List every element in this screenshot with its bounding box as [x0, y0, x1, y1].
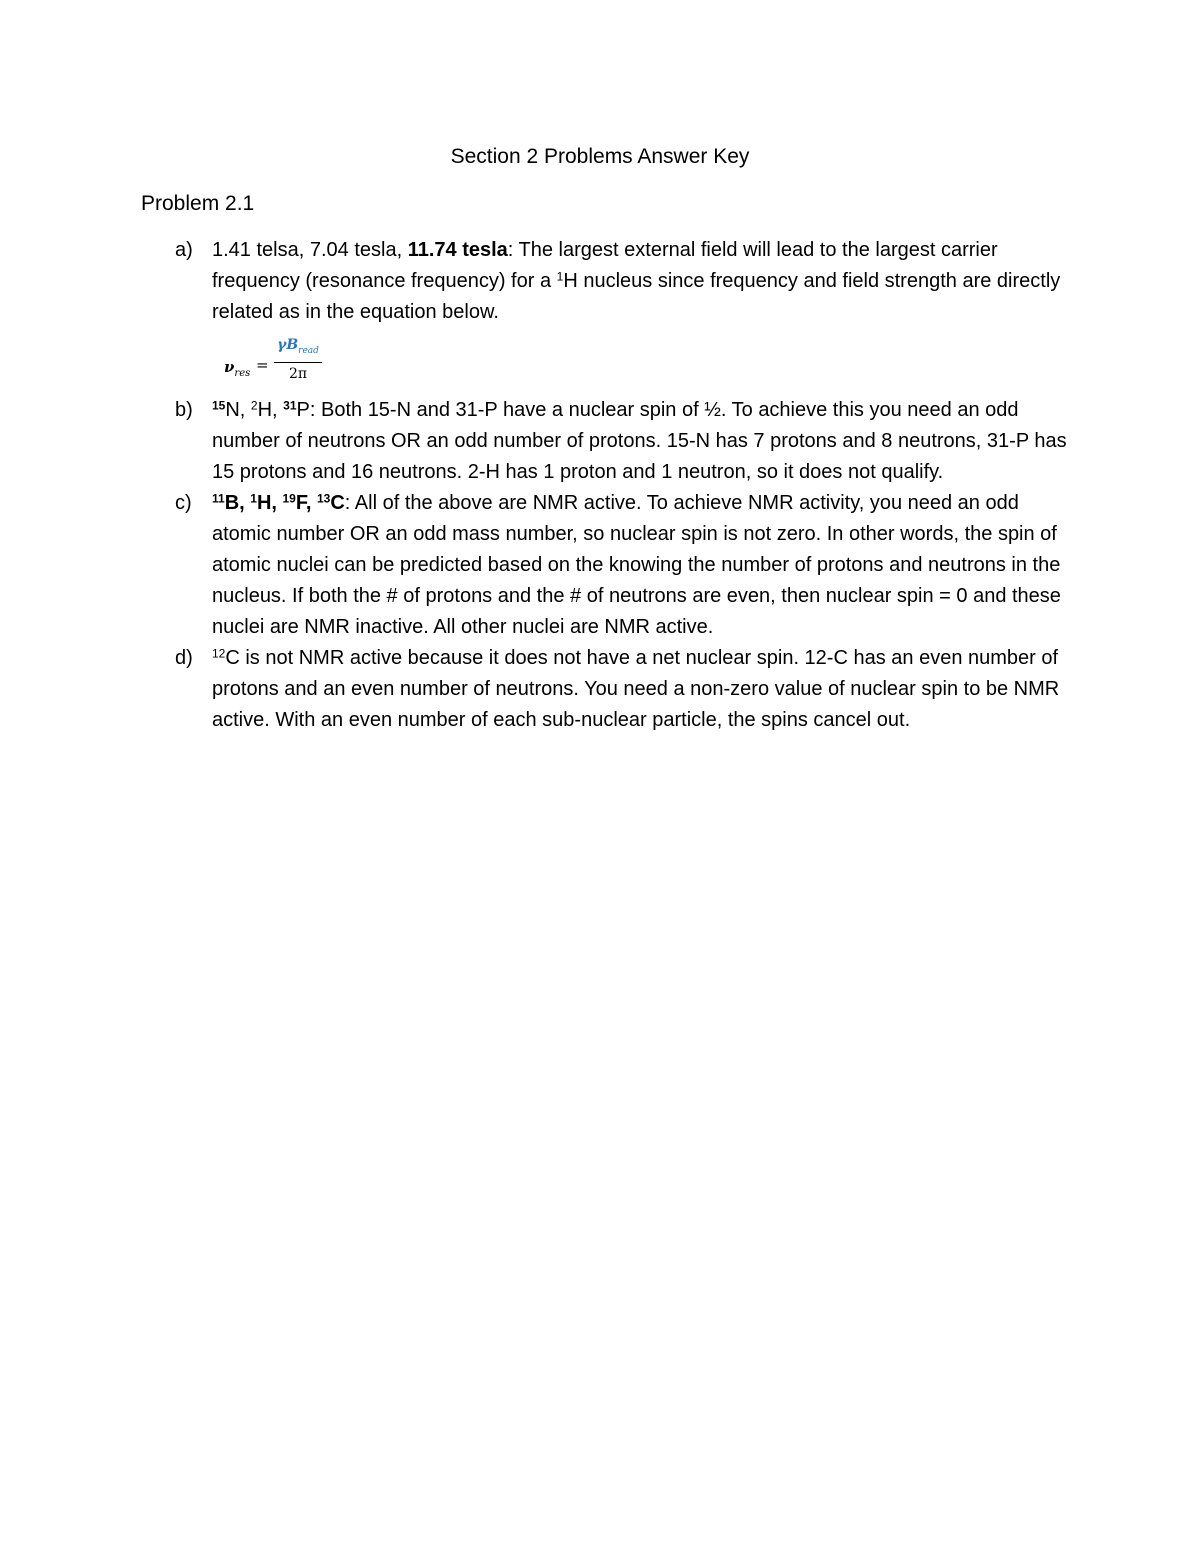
isotope-mass-31: 31 [283, 398, 297, 413]
isotope-mass-2: 2 [250, 398, 258, 413]
answer-c-text: : All of the above are NMR active. To achieve NMR activity, you need an odd atomic number OR an odd mass number, so nuclear spin is not zero. In other words, the spin of atomic nuclei can be predicted based on the knowing the number of protons and neutrons in the nucleus. If both the # of protons and the # of neutrons are even, then nuclear spin = 0 and these nuclei are NMR inactive. All other nuclei are NMR active. [212, 492, 1061, 638]
isotope-mass-15: 15 [212, 398, 226, 413]
answer-a-superscript: 1 [556, 269, 564, 284]
equation-denominator: 2π [288, 365, 308, 382]
answer-a-highlighted-value: 11.74 tesla [407, 239, 508, 261]
answer-d-text: C is not NMR active because it does not have a net nuclear spin. 12-C has an even number of protons and an even number of neutrons. You need a non-zero value of nuclear spin to be NMR active. With an even number of each sub-nuclear particle, the spins cancel out. [212, 647, 1060, 731]
isotope-mass-19: 19 [282, 491, 296, 506]
isotope-h-1: H, [256, 492, 283, 514]
problem-heading: Problem 2.1 [141, 192, 255, 215]
answer-item-b [175, 395, 1075, 488]
answer-marker-d: d) [175, 647, 193, 669]
answer-item-d [175, 643, 1075, 736]
isotope-mass-13: 13 [316, 491, 331, 506]
equation-gamma-b: γB [277, 337, 299, 353]
equation-numerator [274, 334, 322, 363]
resonance-frequency-equation [224, 337, 1075, 395]
equation-lhs [224, 352, 250, 389]
equation-fraction [274, 334, 322, 385]
equation-lhs-subscript: res [234, 368, 251, 379]
answer-a-text-2: H nucleus since frequency and field strength are directly related as in the equation below. [212, 270, 1061, 323]
answer-item-c [175, 488, 1075, 643]
answer-a-field-values: 1.41 telsa, 7.04 tesla, [212, 239, 408, 261]
equation-nu-symbol: ν [224, 358, 235, 376]
document-title: Section 2 Problems Answer Key [450, 145, 750, 168]
isotope-h: H, [257, 399, 284, 421]
isotope-mass-12: 12 [212, 646, 226, 661]
isotope-f: F, [295, 492, 317, 514]
equation-numerator-subscript: read [298, 345, 319, 356]
isotope-n: N, [225, 399, 251, 421]
isotope-mass-1: 1 [250, 491, 257, 506]
isotope-mass-11: 11 [212, 491, 225, 506]
answer-c-isotopes [212, 492, 345, 514]
answer-item-a [175, 235, 1075, 395]
isotope-c-13: C [330, 492, 345, 514]
isotope-b: B, [224, 492, 251, 514]
answer-list [175, 235, 1075, 736]
answer-b-text: : Both 15-N and 31-P have a nuclear spin of ½. To achieve this you need an odd number of neutrons OR an odd number of protons. 15-N has 7 protons and 8 neutrons, 31-P has 15 protons and 16 neutrons. 2-H has 1 proton and 1 neutron, so it does not qualify. [212, 399, 1067, 483]
isotope-p: P [296, 399, 310, 421]
answer-marker-b: b) [175, 399, 193, 421]
answer-marker-a: a) [175, 239, 193, 261]
equation-equals-sign: = [256, 356, 269, 374]
answer-marker-c: c) [175, 492, 192, 514]
answer-a-text-1: : The largest external field will lead to the largest carrier frequency (resonance frequency) for a [212, 239, 998, 292]
